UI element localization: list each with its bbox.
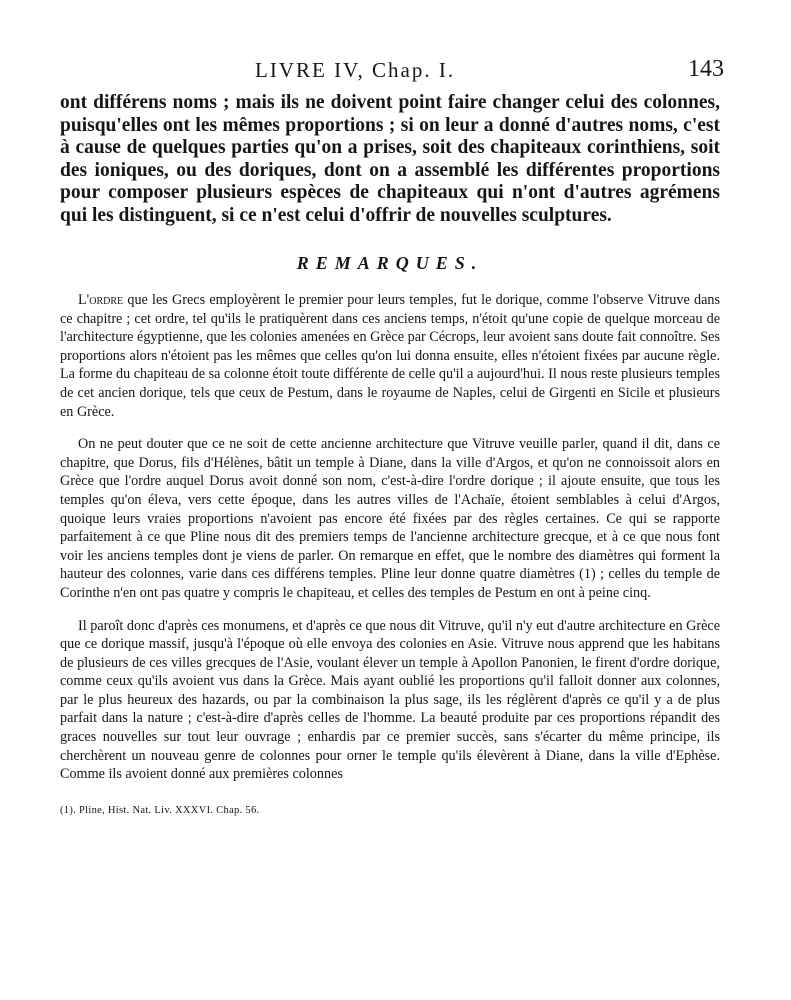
page-header xyxy=(60,56,724,88)
remarks-heading: REMARQUES. xyxy=(296,253,484,273)
paragraph-lead-word: L'ordre xyxy=(78,292,124,308)
footnote: (1). Pline, Hist. Nat. Liv. XXXVI. Chap. 56. xyxy=(60,804,260,816)
remark-paragraph-3: Il paroît donc d'après ces monumens, et d'après ce que nous dit Vitruve, qu'il n'y eut d'autre architecture en Grèce que ce dorique massif, jusqu'à l'époque où elle envoya des colonies en Asie. Vitruve nous apprend que les habitans de plusieurs de ces villes grecques de l'Asie, voulant élever un temple à Apollon Panonien, le firent d'ordre dorique, comme ceux qu'ils avoient vus dans la Grèce. Mais ayant oublié les proportions qu'il falloit donner aux colonnes, par le plus heureux des hazards, ou par la combinaison la plus sage, ils les réglèrent d'après ce qu'il y a de plus parfait dans la nature ; c'est-à-dire d'après celles de l'homme. La beauté produite par ces proportions répandit des graces nouvelles sur tout leur ouvrage ; enhardis par ce premier succès, sans s'écarter du même principe, ils cherchèrent un nouveau genre de colonnes pour orner le temple qu'ils élevèrent à Diane, dans la ville d'Ephèse. Comme ils avoient donné aux premières colonnes xyxy=(60,617,720,783)
page-number: 143 xyxy=(688,56,724,82)
paragraph-1-text: que les Grecs employèrent le premier pour leurs temples, fut le dorique, comme l'observe Vitruve dans ce chapitre ; cet ordre, tel qu'ils le pratiquèrent dans ces anciens temps, n'étoit qu'une copie de quelque morceau de l'architecture égyptienne, que les colonies amenées en Grèce par Cécrops, leur avoient sans doute fait connoître. Ses proportions alors n'étoient pas les mêmes que celles qu'on lui donna ensuite, elles n'étoient fixées par aucune règle. La forme du chapiteau de sa colonne étoit toute différente de celle qu'il a aujourd'hui. Il nous reste plusieurs temples de cet ancien dorique, tels que ceux de Pestum, dans le royaume de Naples, celui de Girgenti en Sicile et plusieurs en Grèce. xyxy=(60,292,720,420)
remark-paragraph-1 xyxy=(60,291,720,421)
remark-paragraph-2: On ne peut douter que ce ne soit de cette ancienne architecture que Vitruve veuille parler, quand il dit, dans ce chapitre, que Dorus, fils d'Hélènes, bâtit un temple à Diane, dans la ville d'Argos, et qu'on ne connoissoit alors en Grèce que l'ordre auquel Dorus avoit donné son nom, c'est-à-dire l'ordre dorique ; il ajoute ensuite, que tous les temples qu'on éleva, vers cette époque, dans les autres villes de l'Achaïe, étoient semblables à celui d'Argos, quoique leurs vraies proportions n'avoient pas encore été fixées par des règles certaines. Ce qui se rapporte parfaitement à ce que Pline nous dit des premiers temps de l'ancienne architecture grecque, et à ce que nous font voir les anciens temples dont je viens de parler. On remarque en effet, que le nombre des diamètres qui forment la hauteur des colonnes, varie dans ces différens temples. Pline leur donne quatre diamètres (1) ; celles du temple de Corinthe n'en ont pas quatre y compris le chapiteau, et celles des temples de Pestum en ont à peine cinq. xyxy=(60,436,720,601)
running-title: LIVRE IV, Chap. I. xyxy=(255,58,456,82)
lead-paragraph: ont différens noms ; mais ils ne doivent point faire changer celui des colonnes, puisqu'elles ont les mêmes proportions ; si on leur a donné d'autres noms, c'est à cause de quelques parties qu'on a prises, soit des chapiteaux corinthiens, soit des ioniques, ou des doriques, dont on a assemblé les différentes proportions pour composer plusieurs espèces de chapiteaux qui n'ont d'autres agrémens qui les distinguent, si ce n'est celui d'offrir de nouvelles sculptures. xyxy=(60,92,720,226)
book-page xyxy=(60,56,724,816)
